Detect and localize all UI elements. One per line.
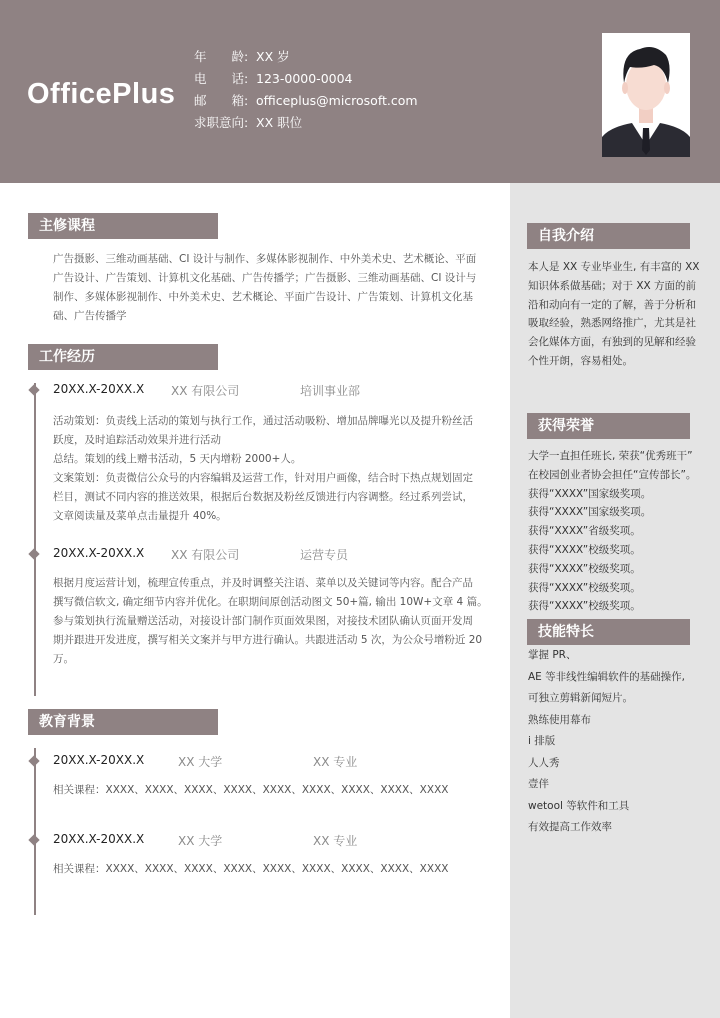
education-school: XX 大学 (178, 834, 223, 848)
section-title-intro: 自我介绍 (527, 223, 690, 249)
skill-item: 有效提高工作效率 (528, 821, 612, 833)
job-desc-line: 文章阅读量及菜单点击量提升 40%。 (53, 510, 227, 522)
intro-line: 吸取经验，熟悉网络推广，尤其是社 (528, 317, 696, 330)
section-title-skills: 技能特长 (527, 619, 690, 645)
work-timeline (34, 383, 36, 696)
skill-item: AE 等非线性编辑软件的基础操作, (528, 670, 685, 683)
job-desc-line: 跃度，及时追踪活动效果并进行活动 (53, 434, 221, 446)
info-value: 123-0000-0004 (256, 71, 353, 86)
intro-line: 沿和动向有一定的了解，善于分析和 (528, 298, 696, 311)
profile-photo (602, 33, 690, 157)
info-row-phone (194, 68, 418, 90)
job-desc-line: 参与策划执行流量赠送活动，对接设计部门制作页面效果图，对接技术团队确认页面开发周 (53, 615, 473, 627)
section-title-courses: 主修课程 (28, 213, 218, 239)
info-label: 电 话: (194, 71, 249, 86)
skill-item: i 排版 (528, 735, 556, 747)
intro-line: 会化媒体方面，有独到的见解和经验 (528, 336, 696, 349)
honor-item: 获得“XXXX”校级奖项。 (528, 581, 641, 594)
skill-item: 人人秀 (528, 756, 560, 769)
job-desc-line: 总结。策划的线上赠书活动，5 天内增粉 2000+人。 (53, 453, 302, 465)
job-date: 20XX.X-20XX.X (53, 546, 145, 560)
honor-item: 在校园创业者协会担任“宣传部长”。 (528, 468, 697, 481)
job-company: XX 有限公司 (171, 384, 240, 398)
honor-item: 大学一直担任班长, 荣获“优秀班干” (528, 450, 693, 462)
info-label: 邮 箱: (194, 93, 249, 108)
job-company: XX 有限公司 (171, 548, 240, 562)
education-date: 20XX.X-20XX.X (53, 832, 145, 846)
courses-line: 广告设计、广告策划、计算机文化基础、广告传播学；广告摄影、三维动画基础、CI 设计与 (53, 272, 477, 284)
job-date: 20XX.X-20XX.X (53, 382, 145, 396)
courses-text (53, 250, 503, 326)
honor-item: 获得“XXXX”国家级奖项。 (528, 506, 652, 519)
job-desc-line: 活动策划：负责线上活动的策划与执行工作，通过活动吸粉、增加品牌曝光以及提升粉丝活 (53, 415, 473, 427)
info-row-objective (194, 112, 418, 134)
honor-item: 获得“XXXX”校级奖项。 (528, 600, 641, 613)
education-major: XX 专业 (313, 834, 358, 848)
skill-item: 可独立剪辑新闻短片。 (528, 692, 633, 704)
honor-item: 获得“XXXX”校级奖项。 (528, 562, 641, 575)
education-school: XX 大学 (178, 755, 223, 769)
job-role: 运营专员 (300, 548, 349, 562)
job-description (53, 412, 503, 526)
job-description (53, 574, 503, 669)
education-courses: 相关课程：XXXX、XXXX、XXXX、XXXX、XXXX、XXXX、XXXX、XXXX、XXXX (53, 784, 449, 796)
courses-line: 广告摄影、三维动画基础、CI 设计与制作、多媒体影视制作、中外美术史、艺术概论、平面 (53, 253, 477, 265)
job-desc-line: 期并跟进开发进度，撰写相关文案并与甲方进行确认。共跟进活动 5 次，为公众号增粉近 20 (53, 634, 483, 646)
job-desc-line: 文案策划：负责微信公众号的内容编辑及运营工作，针对用户画像，结合时下热点规划固定 (53, 472, 473, 484)
section-title-work: 工作经历 (28, 344, 218, 370)
job-desc-line: 根据月度运营计划，梳理宣传重点，并及时调整关注语、菜单以及关键词等内容。配合产品 (53, 577, 473, 589)
info-label: 求职意向: (194, 115, 249, 130)
info-value: officeplus@microsoft.com (256, 93, 418, 108)
skill-item: 熟练使用幕布 (528, 713, 591, 726)
timeline-marker (28, 548, 39, 559)
skill-item: 壹伴 (528, 778, 549, 790)
info-value: XX 岁 (256, 49, 290, 64)
contact-info (194, 46, 418, 134)
honors-list (528, 447, 713, 616)
info-label: 年 龄: (194, 49, 249, 64)
job-desc-line: 万。 (53, 653, 74, 665)
info-row-email (194, 90, 418, 112)
info-row-age (194, 46, 418, 68)
honor-item: 获得“XXXX”省级奖项。 (528, 525, 641, 538)
honor-item: 获得“XXXX”国家级奖项。 (528, 487, 652, 500)
timeline-marker (28, 384, 39, 395)
header-banner (0, 0, 720, 183)
education-courses: 相关课程：XXXX、XXXX、XXXX、XXXX、XXXX、XXXX、XXXX、XXXX、XXXX (53, 863, 449, 875)
courses-line: 制作、多媒体影视制作、中外美术史、艺术概论、平面广告设计、广告策划、计算机文化基 (53, 291, 473, 303)
job-desc-line: 撰写微信软文, 确定细节内容并优化。在职期间原创活动图文 50+篇, 输出 10W+文章 4 篇。 (53, 596, 488, 608)
section-title-honors: 获得荣誉 (527, 413, 690, 439)
info-value: XX 职位 (256, 115, 303, 130)
intro-line: 本人是 XX 专业毕业生, 有丰富的 XX (528, 261, 700, 273)
education-date: 20XX.X-20XX.X (53, 753, 145, 767)
timeline-marker (28, 834, 39, 845)
avatar-illustration (602, 33, 690, 157)
skill-item: 掌握 PR、 (528, 649, 577, 661)
brand-name: OfficePlus (27, 78, 176, 110)
intro-line: 知识体系做基础；对于 XX 方面的前 (528, 279, 697, 292)
intro-line: 个性开朗，容易相处。 (528, 354, 633, 367)
section-title-education: 教育背景 (28, 709, 218, 735)
skills-list (528, 645, 713, 839)
timeline-marker (28, 755, 39, 766)
education-major: XX 专业 (313, 755, 358, 769)
honor-item: 获得“XXXX”校级奖项。 (528, 543, 641, 556)
intro-text (528, 258, 708, 371)
education-timeline (34, 748, 36, 915)
job-role: 培训事业部 (300, 384, 361, 398)
job-desc-line: 栏目，测试不同内容的推送效果，根据后台数据及粉丝反馈进行内容调整。经过系列尝试， (53, 491, 473, 503)
skill-item: wetool 等软件和工具 (528, 799, 630, 812)
courses-line: 础、广告传播学 (53, 310, 127, 322)
